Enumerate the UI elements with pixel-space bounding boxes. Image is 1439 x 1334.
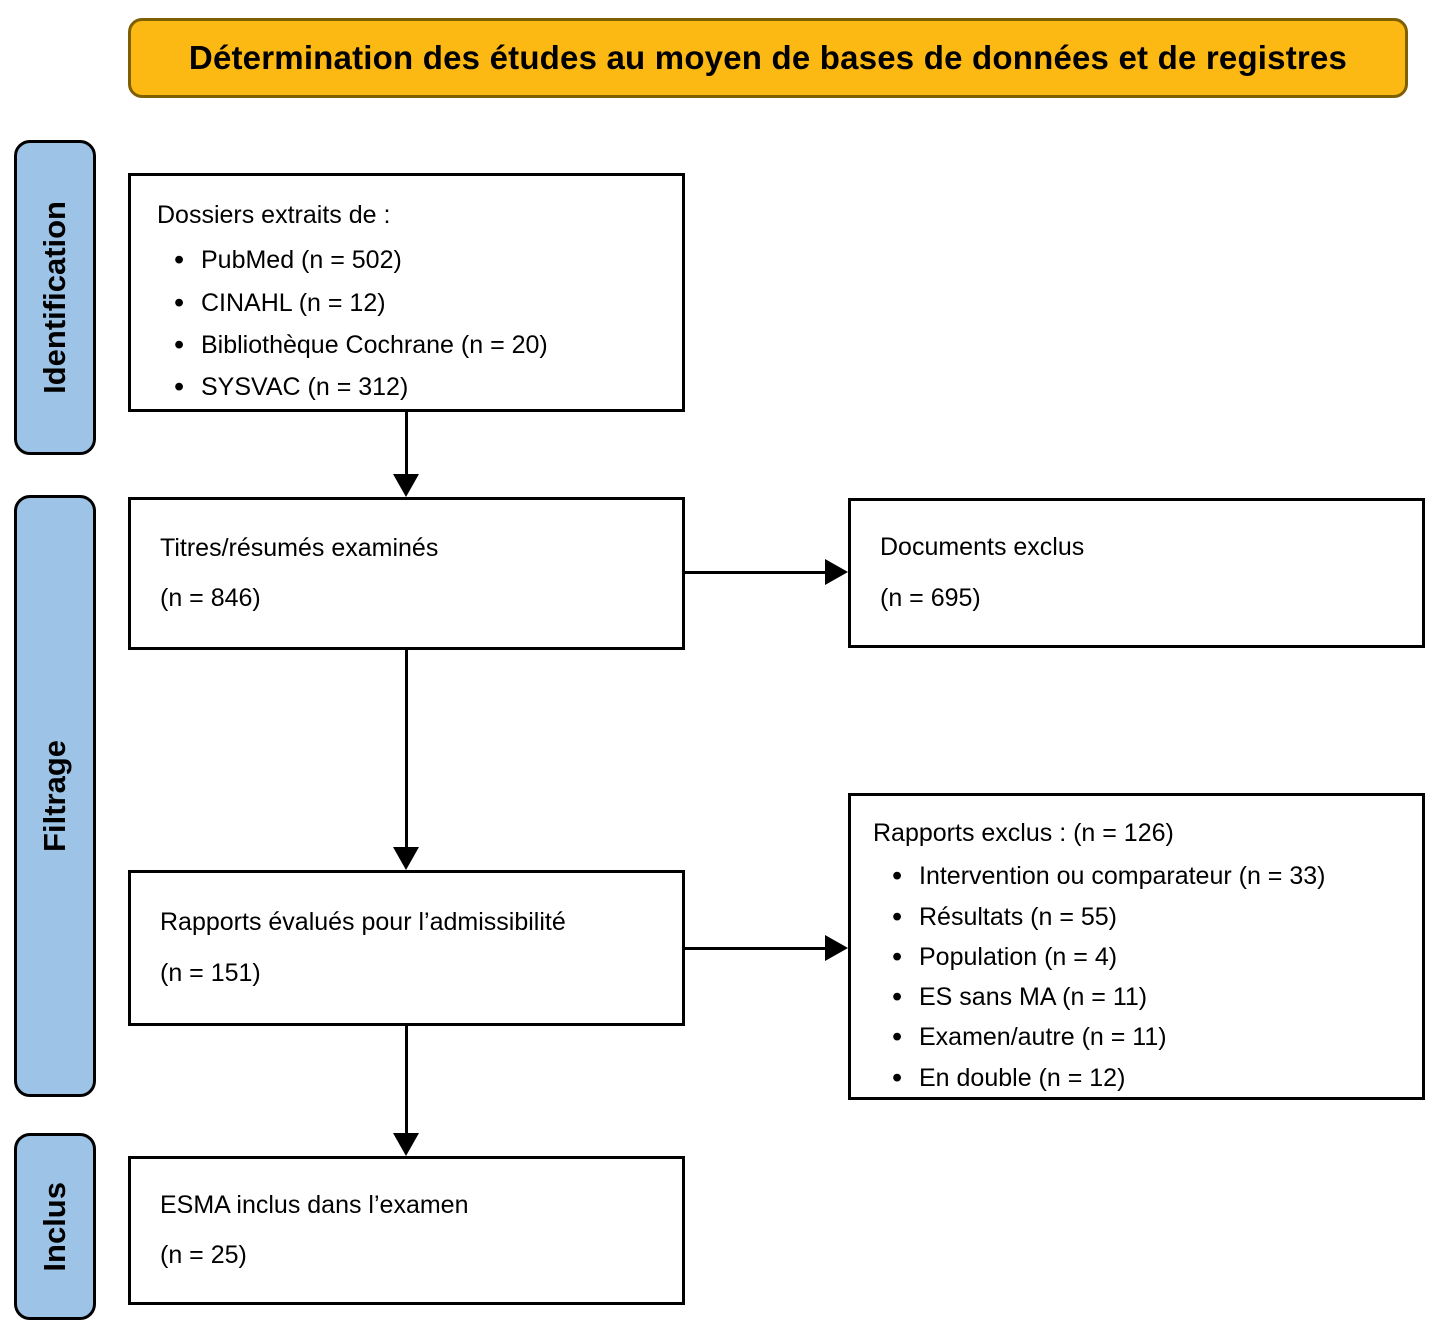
arrow-assessed-to-excluded bbox=[685, 935, 848, 961]
arrow-screened-to-excluded bbox=[685, 559, 848, 585]
list-item: • En double (n = 12) bbox=[919, 1063, 1422, 1094]
arrow-head-down-icon bbox=[393, 1133, 419, 1156]
stage-label-inclus bbox=[14, 1133, 96, 1320]
arrow-head-right-icon bbox=[825, 935, 848, 961]
box-line1: Documents exclus bbox=[880, 533, 1085, 562]
box-reports-assessed bbox=[128, 870, 685, 1026]
arrow-shaft bbox=[405, 1026, 408, 1133]
box-title: Rapports exclus : (n = 126) bbox=[873, 819, 1174, 847]
diagram-title: Détermination des études au moyen de bases de données et de registres bbox=[188, 39, 1348, 76]
arrow-head-down-icon bbox=[393, 474, 419, 497]
arrow-screened-to-assessed bbox=[393, 650, 419, 870]
box-title: Dossiers extraits de : bbox=[157, 201, 391, 229]
arrow-identified-to-screened bbox=[393, 412, 419, 497]
stage-label-text: Filtrage bbox=[37, 740, 72, 852]
list-item: • SYSVAC (n = 312) bbox=[201, 372, 682, 403]
list-item: • Bibliothèque Cochrane (n = 20) bbox=[201, 330, 682, 361]
stage-label-identification bbox=[14, 140, 96, 455]
arrow-head-right-icon bbox=[825, 559, 848, 585]
records-sources-list bbox=[131, 245, 682, 403]
arrow-assessed-to-included bbox=[393, 1026, 419, 1156]
arrow-head-down-icon bbox=[393, 847, 419, 870]
list-item: • CINAHL (n = 12) bbox=[201, 288, 682, 319]
box-line2: (n = 846) bbox=[160, 584, 261, 612]
list-item: • Examen/autre (n = 11) bbox=[919, 1022, 1422, 1053]
box-line1: Titres/résumés examinés bbox=[160, 533, 439, 562]
stage-label-filtrage bbox=[14, 495, 96, 1097]
box-line2: (n = 151) bbox=[160, 958, 261, 987]
stage-label-text: Identification bbox=[37, 201, 72, 394]
arrow-shaft bbox=[685, 947, 825, 950]
box-records-excluded bbox=[848, 498, 1425, 648]
list-item: • Population (n = 4) bbox=[919, 942, 1422, 973]
box-line2: (n = 695) bbox=[880, 583, 981, 612]
box-line1: Rapports évalués pour l’admissibilité bbox=[160, 908, 566, 937]
list-item: • PubMed (n = 502) bbox=[201, 245, 682, 276]
box-line1: ESMA inclus dans l’examen bbox=[160, 1190, 469, 1219]
title-banner bbox=[128, 18, 1408, 98]
box-line2: (n = 25) bbox=[160, 1241, 247, 1269]
list-item: • ES sans MA (n = 11) bbox=[919, 982, 1422, 1013]
list-item: • Intervention ou comparateur (n = 33) bbox=[919, 861, 1422, 892]
box-records-screened bbox=[128, 497, 685, 650]
stage-label-text: Inclus bbox=[37, 1181, 72, 1272]
arrow-shaft bbox=[405, 412, 408, 474]
arrow-shaft bbox=[685, 571, 825, 574]
exclusion-reasons-list bbox=[851, 861, 1422, 1094]
box-records-identified bbox=[128, 173, 685, 412]
arrow-shaft bbox=[405, 650, 408, 847]
box-studies-included bbox=[128, 1156, 685, 1305]
list-item: • Résultats (n = 55) bbox=[919, 902, 1422, 933]
box-reports-excluded bbox=[848, 793, 1425, 1100]
